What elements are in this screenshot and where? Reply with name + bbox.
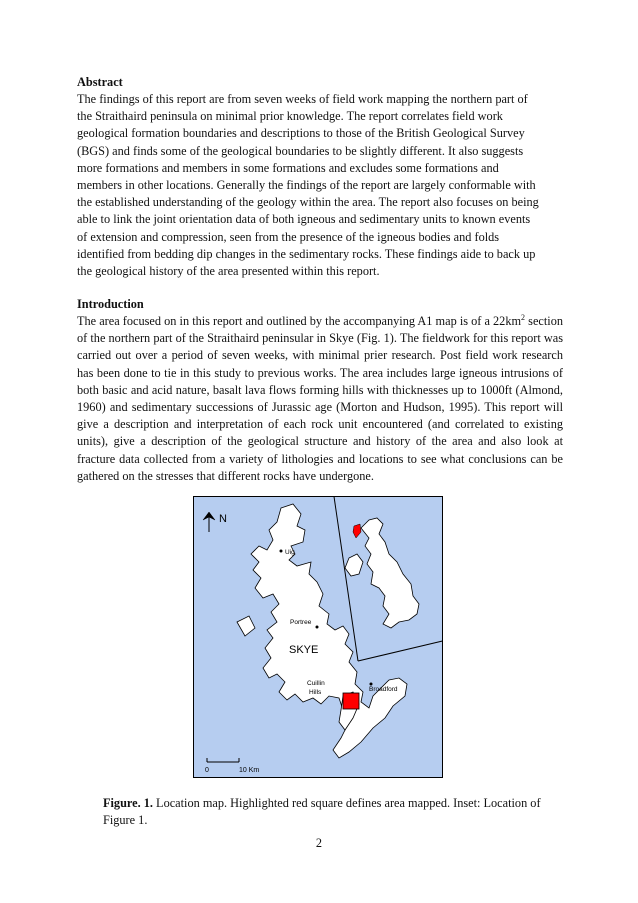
- place-portree: Portree: [290, 619, 312, 626]
- abstract-line: identified from bedding dip changes in the sedimentary rocks. These findings aide to back up: [77, 246, 536, 261]
- abstract-line: more formations and members in some formations and excludes some formations and: [77, 160, 499, 175]
- place-uig: Uig: [285, 549, 295, 556]
- abstract-line: members in other locations. Generally the findings of the report are largely conformable with: [77, 178, 536, 193]
- abstract-heading: Abstract: [77, 75, 123, 89]
- north-label: N: [219, 513, 227, 525]
- scale-ten: 10 Km: [239, 767, 260, 774]
- caption-text: Location map. Highlighted red square defines area mapped. Inset: Location of Figure 1.: [103, 796, 541, 827]
- place-hills: Hills: [309, 689, 322, 696]
- place-cuillin: Cuillin: [307, 680, 325, 687]
- location-map: [193, 496, 443, 778]
- abstract-line: the geological history of the area presented within this report.: [77, 264, 380, 279]
- introduction-body: [77, 313, 563, 485]
- scale-zero: 0: [205, 767, 209, 774]
- location-map-figure: [193, 496, 443, 778]
- abstract-line: geological formation boundaries and descriptions to those of the British Geological Survey: [77, 126, 525, 141]
- intro-lead: The area focused on in this report and outlined by the accompanying A1 map is of a 22km: [77, 314, 522, 328]
- page-number: 2: [315, 836, 323, 850]
- introduction-heading: Introduction: [77, 297, 144, 311]
- abstract-section: [77, 74, 563, 280]
- intro-superscript: 2: [521, 312, 526, 322]
- abstract-line: The findings of this report are from seven weeks of field work mapping the northern part of: [77, 92, 528, 106]
- abstract-line: (BGS) and finds some of the geological boundaries to be slightly different. It also suggests: [77, 143, 524, 158]
- abstract-line: able to link the joint orientation data of both igneous and sedimentary units to known events: [77, 212, 531, 227]
- abstract-body: [77, 91, 563, 280]
- mapped-area-highlight: [343, 693, 359, 709]
- caption-label: Figure. 1.: [103, 796, 153, 810]
- abstract-line: of extension and compression, seen from the presence of the igneous bodies and folds: [77, 229, 500, 244]
- place-broadford: Broadford: [369, 686, 398, 693]
- place-skye: SKYE: [289, 644, 319, 656]
- abstract-line: the Straithaird peninsula on minimal prior knowledge. The report correlates field work: [77, 109, 503, 124]
- introduction-section: [77, 296, 563, 485]
- figure-caption: [103, 795, 573, 829]
- abstract-line: the established understanding of the geology within the area. The report also focuses on being: [77, 195, 539, 210]
- intro-rest: section of the northern part of the Straithaird peninsular in Skye (Fig. 1). The fieldwork for this report was carried out over a period of seven weeks, with minimal prier research. Post field work research has been done to tie in this study to previous works. The area includes large igneous intrusions of both basic and acid nature, basalt lava flows forming hills with thicknesses up to 1000ft (Almond, 1960) and sedimentary successions of Jurassic age (Morton and Hudson, 1995). This report will give a description and interpretation of each rock unit encountered (and correlated to existing units), give a description of the geological structure and history of the area and also look at fracture data collected from a variety of lithologies and locations to see what conclusions can be gathered on the stresses that different rocks have undergone.: [77, 314, 563, 483]
